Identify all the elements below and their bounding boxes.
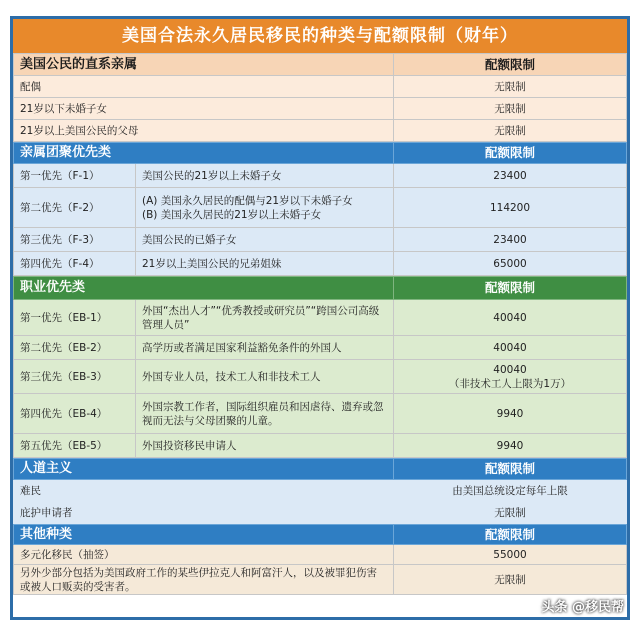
category-cell: 21岁以下未婚子女 bbox=[14, 98, 394, 120]
table-row bbox=[14, 434, 627, 458]
quota-cell: 无限制 bbox=[394, 76, 627, 98]
section-other bbox=[13, 524, 627, 595]
section-humanitarian bbox=[13, 458, 627, 524]
preference-desc: 外国“杰出人才”“优秀教授或研究员”“跨国公司高级管理人员” bbox=[136, 300, 394, 336]
preference-desc: 21岁以上美国公民的兄弟姐妹 bbox=[136, 252, 394, 276]
quota-cell: 40040 bbox=[394, 300, 627, 336]
quota-cell: 9940 bbox=[394, 394, 627, 434]
preference-desc: 外国投资移民申请人 bbox=[136, 434, 394, 458]
category-cell: 另外少部分包括为美国政府工作的某些伊拉克人和阿富汗人，以及被罪犯伤害或被人口贩卖的受害者。 bbox=[14, 565, 394, 595]
preference-code: 第一优先（F-1） bbox=[14, 164, 136, 188]
table-row bbox=[14, 502, 627, 524]
preference-code: 第四优先（EB-4） bbox=[14, 394, 136, 434]
table-row bbox=[14, 394, 627, 434]
category-cell: 多元化移民（抽签） bbox=[14, 545, 394, 565]
table-row bbox=[14, 360, 627, 394]
section-header: 美国公民的直系亲属 bbox=[14, 54, 394, 76]
immigration-quota-table bbox=[10, 16, 630, 620]
quota-cell: 40040 bbox=[394, 336, 627, 360]
preference-desc: 美国公民的21岁以上未婚子女 bbox=[136, 164, 394, 188]
table-row bbox=[14, 545, 627, 565]
quota-cell: 由美国总统设定每年上限 bbox=[394, 480, 627, 502]
preference-desc: 外国宗教工作者，国际组织雇员和因虐待、遗弃或忽视而无法与父母团聚的儿童。 bbox=[136, 394, 394, 434]
quota-header: 配额限制 bbox=[394, 525, 627, 545]
category-cell: 配偶 bbox=[14, 76, 394, 98]
quota-cell: 无限制 bbox=[394, 502, 627, 524]
section-header: 亲属团聚优先类 bbox=[14, 143, 394, 164]
table-row bbox=[14, 480, 627, 502]
preference-code: 第四优先（F-4） bbox=[14, 252, 136, 276]
quota-cell: 无限制 bbox=[394, 120, 627, 142]
quota-header: 配额限制 bbox=[394, 277, 627, 300]
section-header: 其他种类 bbox=[14, 525, 394, 545]
section-header: 人道主义 bbox=[14, 459, 394, 480]
quota-cell: 114200 bbox=[394, 188, 627, 228]
table-row bbox=[14, 565, 627, 595]
preference-desc: 高学历或者满足国家利益豁免条件的外国人 bbox=[136, 336, 394, 360]
quota-cell: 无限制 bbox=[394, 98, 627, 120]
table-title: 美国合法永久居民移民的种类与配额限制（财年） bbox=[13, 19, 627, 53]
category-cell: 21岁以上美国公民的父母 bbox=[14, 120, 394, 142]
table-row bbox=[14, 252, 627, 276]
preference-code: 第五优先（EB-5） bbox=[14, 434, 136, 458]
preference-code: 第三优先（F-3） bbox=[14, 228, 136, 252]
table-row bbox=[14, 120, 627, 142]
quota-cell: 23400 bbox=[394, 164, 627, 188]
quota-cell: 55000 bbox=[394, 545, 627, 565]
table-row bbox=[14, 188, 627, 228]
quota-header: 配额限制 bbox=[394, 143, 627, 164]
preference-desc: (A) 美国永久居民的配偶与21岁以下未婚子女 (B) 美国永久居民的21岁以上未婚子女 bbox=[136, 188, 394, 228]
quota-header: 配额限制 bbox=[394, 54, 627, 76]
table-row bbox=[14, 300, 627, 336]
table-row bbox=[14, 164, 627, 188]
category-cell: 难民 bbox=[14, 480, 394, 502]
quota-cell: 无限制 bbox=[394, 565, 627, 595]
section-employment-preference bbox=[13, 276, 627, 458]
section-header: 职业优先类 bbox=[14, 277, 394, 300]
section-family-preference bbox=[13, 142, 627, 276]
preference-desc: 外国专业人员，技术工人和非技术工人 bbox=[136, 360, 394, 394]
quota-cell: 65000 bbox=[394, 252, 627, 276]
table-row bbox=[14, 98, 627, 120]
watermark: 头条 @移民帮 bbox=[541, 600, 624, 615]
section-immediate-relatives bbox=[13, 53, 627, 142]
preference-code: 第三优先（EB-3） bbox=[14, 360, 136, 394]
preference-code: 第二优先（F-2） bbox=[14, 188, 136, 228]
quota-cell: 23400 bbox=[394, 228, 627, 252]
preference-desc: 美国公民的已婚子女 bbox=[136, 228, 394, 252]
quota-header: 配额限制 bbox=[394, 459, 627, 480]
table-row bbox=[14, 336, 627, 360]
category-cell: 庇护申请者 bbox=[14, 502, 394, 524]
preference-code: 第二优先（EB-2） bbox=[14, 336, 136, 360]
quota-cell: 40040 （非技术工人上限为1万） bbox=[394, 360, 627, 394]
preference-code: 第一优先（EB-1） bbox=[14, 300, 136, 336]
quota-cell: 9940 bbox=[394, 434, 627, 458]
table-row bbox=[14, 76, 627, 98]
table-row bbox=[14, 228, 627, 252]
